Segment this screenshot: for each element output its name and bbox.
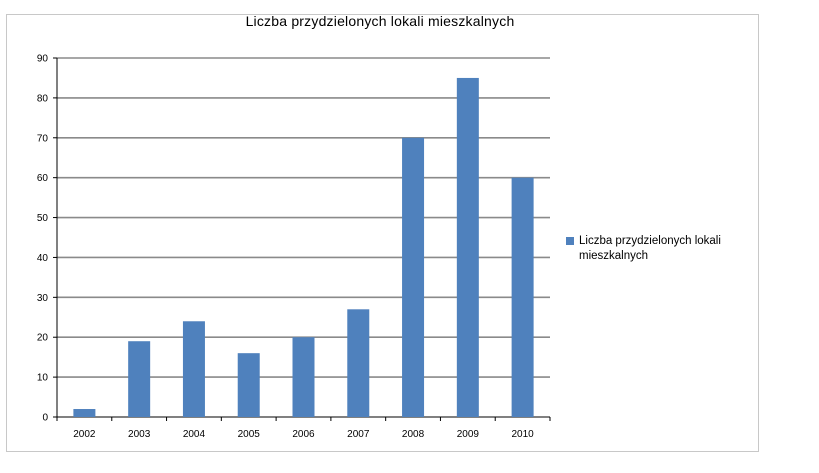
bar <box>512 178 534 417</box>
x-tick-label: 2007 <box>347 429 370 440</box>
y-tick-label: 0 <box>42 412 48 424</box>
x-tick-label: 2008 <box>401 429 425 440</box>
x-tick-label: 2003 <box>128 429 151 440</box>
bar <box>293 337 315 417</box>
bar <box>73 409 95 417</box>
y-tick-label: 40 <box>36 252 48 264</box>
bar <box>128 341 150 417</box>
y-tick-label: 60 <box>36 173 48 185</box>
legend-label: Liczba przydzielonych lokali mieszkalnych <box>579 235 721 262</box>
x-tick-label: 2002 <box>73 429 96 440</box>
x-tick-label: 2009 <box>456 429 479 440</box>
y-tick-label: 20 <box>36 332 48 344</box>
y-tick-label: 80 <box>36 93 48 105</box>
x-tick-label: 2004 <box>182 429 206 440</box>
bar <box>183 321 205 417</box>
bar <box>347 309 369 417</box>
y-tick-label: 90 <box>36 53 48 65</box>
chart-title: Liczba przydzielonych lokali mieszkalnych <box>245 13 515 29</box>
y-tick-label: 70 <box>36 133 48 145</box>
x-tick-label: 2006 <box>292 429 315 440</box>
x-tick-label: 2010 <box>511 429 534 440</box>
bar <box>402 138 424 417</box>
x-tick-label: 2005 <box>237 429 260 440</box>
bar <box>238 353 260 417</box>
y-tick-label: 10 <box>36 372 48 384</box>
legend-swatch <box>566 237 574 245</box>
bar <box>457 78 479 417</box>
y-tick-label: 30 <box>36 292 48 304</box>
y-tick-label: 50 <box>36 213 48 225</box>
